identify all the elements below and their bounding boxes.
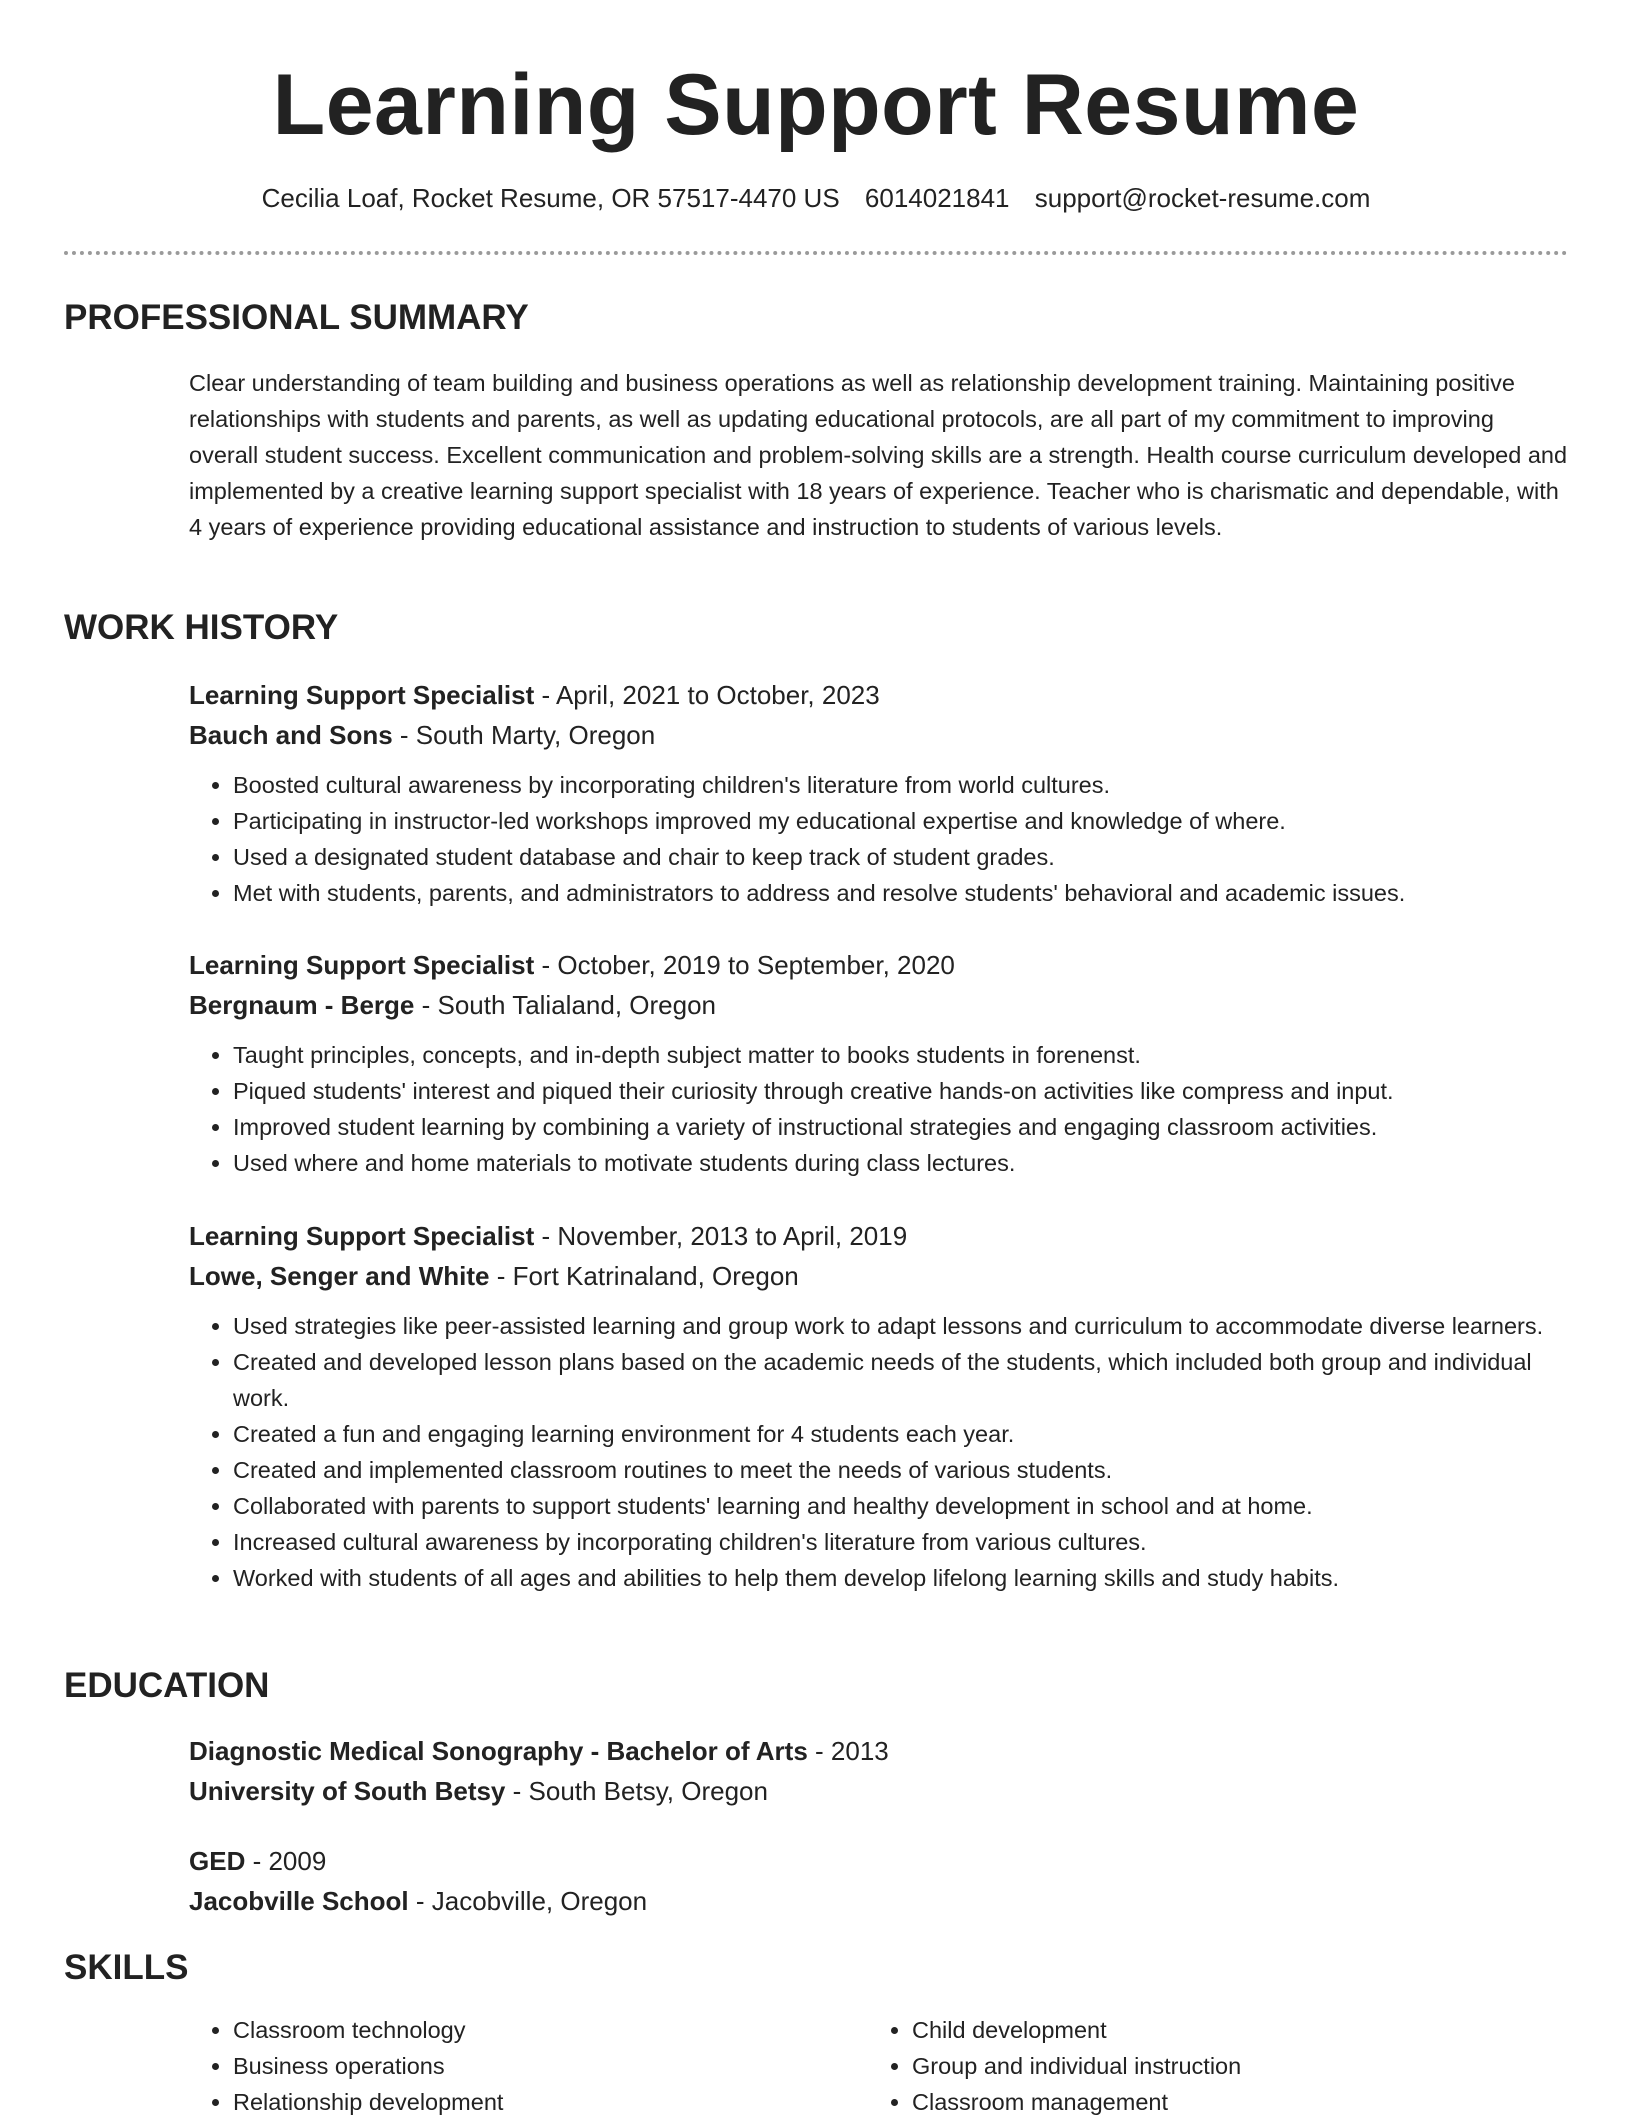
job-company: Lowe, Senger and White bbox=[189, 1261, 490, 1291]
education-school-line bbox=[189, 1771, 1569, 1811]
education-location: - South Betsy, Oregon bbox=[505, 1776, 768, 1806]
education-degree-line bbox=[189, 1841, 1569, 1881]
job-title: Learning Support Specialist bbox=[189, 950, 535, 980]
job-bullets bbox=[189, 1037, 1569, 1181]
job-company: Bergnaum - Berge bbox=[189, 990, 415, 1020]
job-title: Learning Support Specialist bbox=[189, 1221, 535, 1251]
job-entry bbox=[189, 1216, 1569, 1596]
skill-item: • Relationship development bbox=[233, 2084, 503, 2120]
page-title: Learning Support Resume bbox=[272, 57, 1360, 153]
list-item: • Participating in instructor-led workshops improved my educational expertise and knowledge of where. bbox=[233, 803, 1569, 839]
job-entry bbox=[189, 675, 1569, 911]
job-dates: - April, 2021 to October, 2023 bbox=[534, 680, 880, 710]
contact-email: support@rocket-resume.com bbox=[1034, 183, 1371, 213]
job-entry bbox=[189, 945, 1569, 1181]
skill-item: • Classroom management bbox=[912, 2084, 1241, 2120]
education-year: - 2013 bbox=[807, 1736, 889, 1766]
job-dates: - October, 2019 to September, 2020 bbox=[534, 950, 955, 980]
job-company-line bbox=[189, 985, 1569, 1025]
list-item: • Collaborated with parents to support students' learning and healthy development in school and at home. bbox=[233, 1488, 1569, 1524]
contact-address: Cecilia Loaf, Rocket Resume, OR 57517-4470 US bbox=[261, 183, 840, 213]
section-heading-education bbox=[64, 1664, 269, 1708]
education-year: - 2009 bbox=[245, 1846, 327, 1876]
header-divider bbox=[64, 251, 1568, 255]
section-heading-summary-text: PROFESSIONAL SUMMARY bbox=[64, 298, 529, 337]
job-company-line bbox=[189, 1256, 1569, 1296]
education-school: Jacobville School bbox=[189, 1886, 409, 1916]
education-entry bbox=[189, 1841, 1569, 1921]
job-bullets bbox=[189, 1308, 1569, 1596]
contact-phone: 6014021841 bbox=[864, 183, 1010, 213]
skill-item: • Business operations bbox=[233, 2048, 503, 2084]
list-item: • Used a designated student database and chair to keep track of student grades. bbox=[233, 839, 1569, 875]
skills-list-right bbox=[868, 2012, 1241, 2120]
job-location: - South Marty, Oregon bbox=[392, 720, 656, 750]
job-title-line bbox=[189, 1216, 1569, 1256]
skill-item: • Classroom technology bbox=[233, 2012, 503, 2048]
section-heading-summary bbox=[64, 296, 529, 340]
list-item: • Created and developed lesson plans based on the academic needs of the students, which included both group and individual work. bbox=[233, 1344, 1569, 1416]
education-entry bbox=[189, 1731, 1569, 1811]
summary-text: Clear understanding of team building and business operations as well as relationship development training. Maintaining positive relationships with students and parents, as well as updating educational protocols, are all part of my commitment to improving overall student success. Excellent communication and problem-solving skills are a strength. Health course curriculum developed and implemented by a creative learning support specialist with 18 years of experience. Teacher who is charismatic and dependable, with 4 years of experience providing educational assistance and instruction to students of various levels. bbox=[189, 370, 1568, 540]
skill-item: • Child development bbox=[912, 2012, 1241, 2048]
job-location: - Fort Katrinaland, Oregon bbox=[489, 1261, 799, 1291]
list-item: • Created and implemented classroom routines to meet the needs of various students. bbox=[233, 1452, 1569, 1488]
list-item: • Used strategies like peer-assisted learning and group work to adapt lessons and curriculum to accommodate diverse learners. bbox=[233, 1308, 1569, 1344]
list-item: • Met with students, parents, and administrators to address and resolve students' behavioral and academic issues. bbox=[233, 875, 1569, 911]
list-item: • Used where and home materials to motivate students during class lectures. bbox=[233, 1145, 1569, 1181]
list-item: • Worked with students of all ages and abilities to help them develop lifelong learning skills and study habits. bbox=[233, 1560, 1569, 1596]
list-item: • Increased cultural awareness by incorporating children's literature from various cultures. bbox=[233, 1524, 1569, 1560]
section-heading-work bbox=[64, 606, 338, 650]
job-title: Learning Support Specialist bbox=[189, 680, 535, 710]
education-school: University of South Betsy bbox=[189, 1776, 506, 1806]
skills-list-left bbox=[189, 2012, 503, 2120]
education-location: - Jacobville, Oregon bbox=[408, 1886, 648, 1916]
list-item: • Improved student learning by combining a variety of instructional strategies and engaging classroom activities. bbox=[233, 1109, 1569, 1145]
job-location: - South Talialand, Oregon bbox=[414, 990, 716, 1020]
education-school-line bbox=[189, 1881, 1569, 1921]
job-bullets bbox=[189, 767, 1569, 911]
list-item: • Created a fun and engaging learning environment for 4 students each year. bbox=[233, 1416, 1569, 1452]
education-degree: Diagnostic Medical Sonography - Bachelor of Arts bbox=[189, 1736, 808, 1766]
job-title-line bbox=[189, 675, 1569, 715]
list-item: • Boosted cultural awareness by incorporating children's literature from world cultures. bbox=[233, 767, 1569, 803]
section-heading-work-text: WORK HISTORY bbox=[64, 608, 339, 647]
job-company: Bauch and Sons bbox=[189, 720, 393, 750]
education-degree: GED bbox=[189, 1846, 246, 1876]
job-dates: - November, 2013 to April, 2019 bbox=[534, 1221, 908, 1251]
list-item: • Piqued students' interest and piqued their curiosity through creative hands-on activities like compress and input. bbox=[233, 1073, 1569, 1109]
section-heading-education-text: EDUCATION bbox=[64, 1666, 270, 1705]
contact-line bbox=[0, 180, 1632, 216]
section-heading-skills-text: SKILLS bbox=[64, 1948, 189, 1987]
skill-item: • Group and individual instruction bbox=[912, 2048, 1241, 2084]
education-degree-line bbox=[189, 1731, 1569, 1771]
job-company-line bbox=[189, 715, 1569, 755]
list-item: • Taught principles, concepts, and in-depth subject matter to books students in forenenst. bbox=[233, 1037, 1569, 1073]
section-heading-skills bbox=[64, 1946, 188, 1990]
job-title-line bbox=[189, 945, 1569, 985]
